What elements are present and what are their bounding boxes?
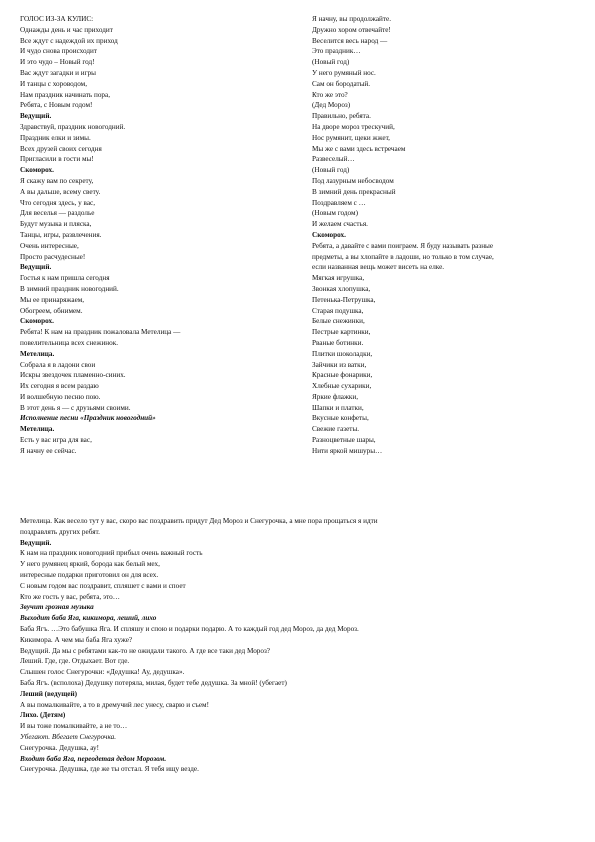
text-line: Праздник елки и зимы. [20, 133, 91, 142]
text-line: Просто расчудесные! [20, 252, 86, 261]
text-line: Обогреем, обнимем. [20, 306, 83, 315]
text-line: Нам праздник начинать пора, [20, 90, 111, 99]
text-line: (Новый год) [312, 58, 350, 67]
text-line: Рваные ботинки. [312, 338, 364, 347]
text-line: Ведущий. [20, 538, 52, 547]
text-line: А вы дальше, всему свету. [20, 187, 101, 196]
text-line: Пригласили в гости мы! [20, 155, 94, 164]
text-line: Звучит грозная музыка [20, 603, 94, 612]
text-line: Зайчики из ватки, [312, 360, 367, 369]
text-line: Нос румянит, щеки жжет, [312, 133, 390, 142]
text-line: Мягкая игрушка, [312, 274, 365, 283]
text-line: И волшебную песню пою. [20, 392, 101, 401]
text-line: Разноцветные шары, [312, 436, 376, 445]
text-line: Баба Ягъ. (всполоха) Дедушку потеряла, милая, будет тебе дедушка. За мной! (убегает) [20, 678, 287, 687]
text-line: Ведущий. [20, 112, 52, 121]
text-line: Белые снежинки, [312, 317, 365, 326]
text-line: Слышен голос Снегурочки: «Дедушка! Ау, дедушка». [20, 668, 185, 677]
text-line: Мы же с вами здесь встречаем [312, 144, 406, 153]
text-line: Нити яркой мишуры… [312, 446, 383, 455]
text-line: Ребята, а давайте с вами поиграем. Я буду называть разные [312, 241, 494, 250]
text-line: повелительница всех снежинок. [20, 338, 119, 347]
text-line: Дружно хором отвечайте! [312, 25, 391, 34]
text-line: Метелица. [20, 425, 55, 434]
text-line: Старая подушка, [312, 306, 364, 315]
text-line: Скоморох. [312, 230, 346, 239]
text-line: И вы тоже помалкивайте, а не то… [20, 722, 128, 731]
text-line: Вкусные конфеты, [312, 414, 369, 423]
text-line: У него румянец яркий, борода как белый мех, [20, 560, 160, 569]
text-line: Звонкая хлопушка, [312, 284, 371, 293]
text-line: Их сегодня я всем раздаю [20, 382, 99, 391]
text-line: На дворе мороз трескучий, [312, 122, 395, 131]
text-line: Я скажу вам по секрету, [20, 176, 94, 185]
text-line: Будут музыка и пляска, [20, 220, 92, 229]
text-line: Красные фонарики, [312, 371, 373, 380]
text-line: Пестрые картинки, [312, 328, 371, 337]
text-line: Лихо. (Детям) [20, 711, 66, 720]
text-line: (Новым годом) [312, 209, 358, 218]
text-line: У него румяный нос. [312, 68, 376, 77]
text-line: Ребята! К нам на праздник пожаловала Метелица — [20, 328, 181, 337]
text-line: Правильно, ребята. [312, 112, 371, 121]
text-line: предметы, а вы хлопайте в ладоши, но только в том случае, [312, 252, 494, 261]
text-line: Ведущий. [20, 263, 52, 272]
text-line: Свежие газеты. [312, 425, 360, 434]
text-line: Метелица. [20, 349, 55, 358]
text-line: Снегурочка. Дедушка, ау! [20, 743, 100, 752]
text-line: Что сегодня здесь, у вас, [20, 198, 96, 207]
text-line: И чудо снова происходит [20, 47, 98, 56]
text-line: И желаем счастья. [312, 220, 368, 229]
right-column [312, 14, 584, 457]
text-line: Здравствуй, праздник новогодний. [20, 122, 126, 131]
text-line: Танцы, игры, развлечения. [20, 230, 102, 239]
text-line: И это чудо – Новый год! [20, 58, 95, 67]
text-line: интересные подарки приготовил он для всех. [20, 570, 159, 579]
text-line: Всех друзей своих сегодня [20, 144, 102, 153]
text-line: Скоморох. [20, 166, 54, 175]
text-line: (Дед Мороз) [312, 101, 351, 110]
text-line: В зимний праздник новогодний. [20, 284, 119, 293]
full-width-text [20, 516, 580, 775]
text-line: Метелица. Как весело тут у вас, скоро вас поздравить придут Дед Мороз и Снегурочка, а мне пора прощаться я идти [20, 517, 378, 525]
text-line: И танцы с хороводом, [20, 79, 88, 88]
text-line: Шапки и платки, [312, 403, 364, 412]
text-line: Веселится весь народ — [312, 36, 388, 45]
text-line: Искры звездочек пламенно-синих. [20, 371, 126, 380]
text-line: Мы ее принаряжаем, [20, 295, 85, 304]
text-line: Есть у вас игра для вас, [20, 436, 92, 445]
text-line: Вас ждут загадки и игры [20, 68, 96, 77]
text-line: Плитки шоколадки, [312, 349, 373, 358]
text-line: Поздравляем с … [312, 198, 366, 207]
text-line: Собрала я в ладони свои [20, 360, 96, 369]
text-line: ГОЛОС ИЗ-ЗА КУЛИС: [20, 15, 94, 23]
text-line: Я начну, вы продолжайте. [312, 15, 391, 23]
text-line: С новым годом вас поздравит, спляшет с вами и споет [20, 581, 186, 590]
text-line: К нам на праздник новогодний прибыл очень важный гость [20, 549, 203, 558]
text-line: Кто же это? [312, 90, 348, 99]
text-line: Развеселый… [312, 155, 355, 164]
text-line: Однажды день и час приходит [20, 25, 113, 34]
text-line: В этот день я — с друзьями своими. [20, 403, 131, 412]
text-line: Входит баба Яга, переодетая дедом Морозом. [20, 754, 167, 763]
text-line: Яркие флажки, [312, 392, 359, 401]
text-line: Под лазурным небосводом [312, 176, 394, 185]
text-line: Леший. Где, где. Отдыхает. Вот где. [20, 657, 130, 666]
text-line: А вы помалкивайте, а то в дремучий лес унесу, сварю и съем! [20, 700, 209, 709]
left-column [20, 14, 292, 457]
text-line: Кикимора. А чем мы баба Яга хуже? [20, 635, 133, 644]
text-line: Для веселья — раздолье [20, 209, 95, 218]
text-line: Все ждут с надеждой их приход [20, 36, 118, 45]
text-line: если названная вещь может висеть на елке. [312, 263, 445, 272]
text-line: Ведущий. Да мы с ребятами как-то не ожидали такого. А где все таки дед Мороз? [20, 646, 271, 655]
text-line: Исполнение песни «Праздник новогодний» [20, 414, 156, 423]
text-line: Петенька-Петрушка, [312, 295, 376, 304]
text-line: Выходит баба Яга, кикимора, леший, лихо [20, 614, 157, 623]
text-line: Леший (ведущей) [20, 689, 78, 698]
text-line: Снегурочка. Дедушка, где же ты отстал. Я тебя ищу везде. [20, 765, 199, 774]
text-line: (Новый год) [312, 166, 350, 175]
text-line: Хлебные сухарики, [312, 382, 372, 391]
text-line: поздравлять других ребят. [20, 527, 100, 536]
text-line: Скоморох. [20, 317, 54, 326]
text-line: В зимний день прекрасный [312, 187, 396, 196]
text-line: Сам он бородатый. [312, 79, 371, 88]
text-line: Очень интересные, [20, 241, 79, 250]
text-line: Баба Ягъ. …Это бабушка Яга. И спляшу и спою и подарки подарю. А то каждый год дед Мороз, да дед Мороз. [20, 624, 359, 633]
text-line: Это праздник… [312, 47, 361, 56]
text-line: Ребята, с Новым годом! [20, 101, 93, 110]
text-line: Гостья к нам пришла сегодня [20, 274, 110, 283]
text-line: Кто же гость у вас, ребята, это… [20, 592, 120, 601]
text-line: Я начну ее сейчас. [20, 446, 77, 455]
text-line: Убегают. Вбегает Снегурочка. [20, 732, 117, 741]
